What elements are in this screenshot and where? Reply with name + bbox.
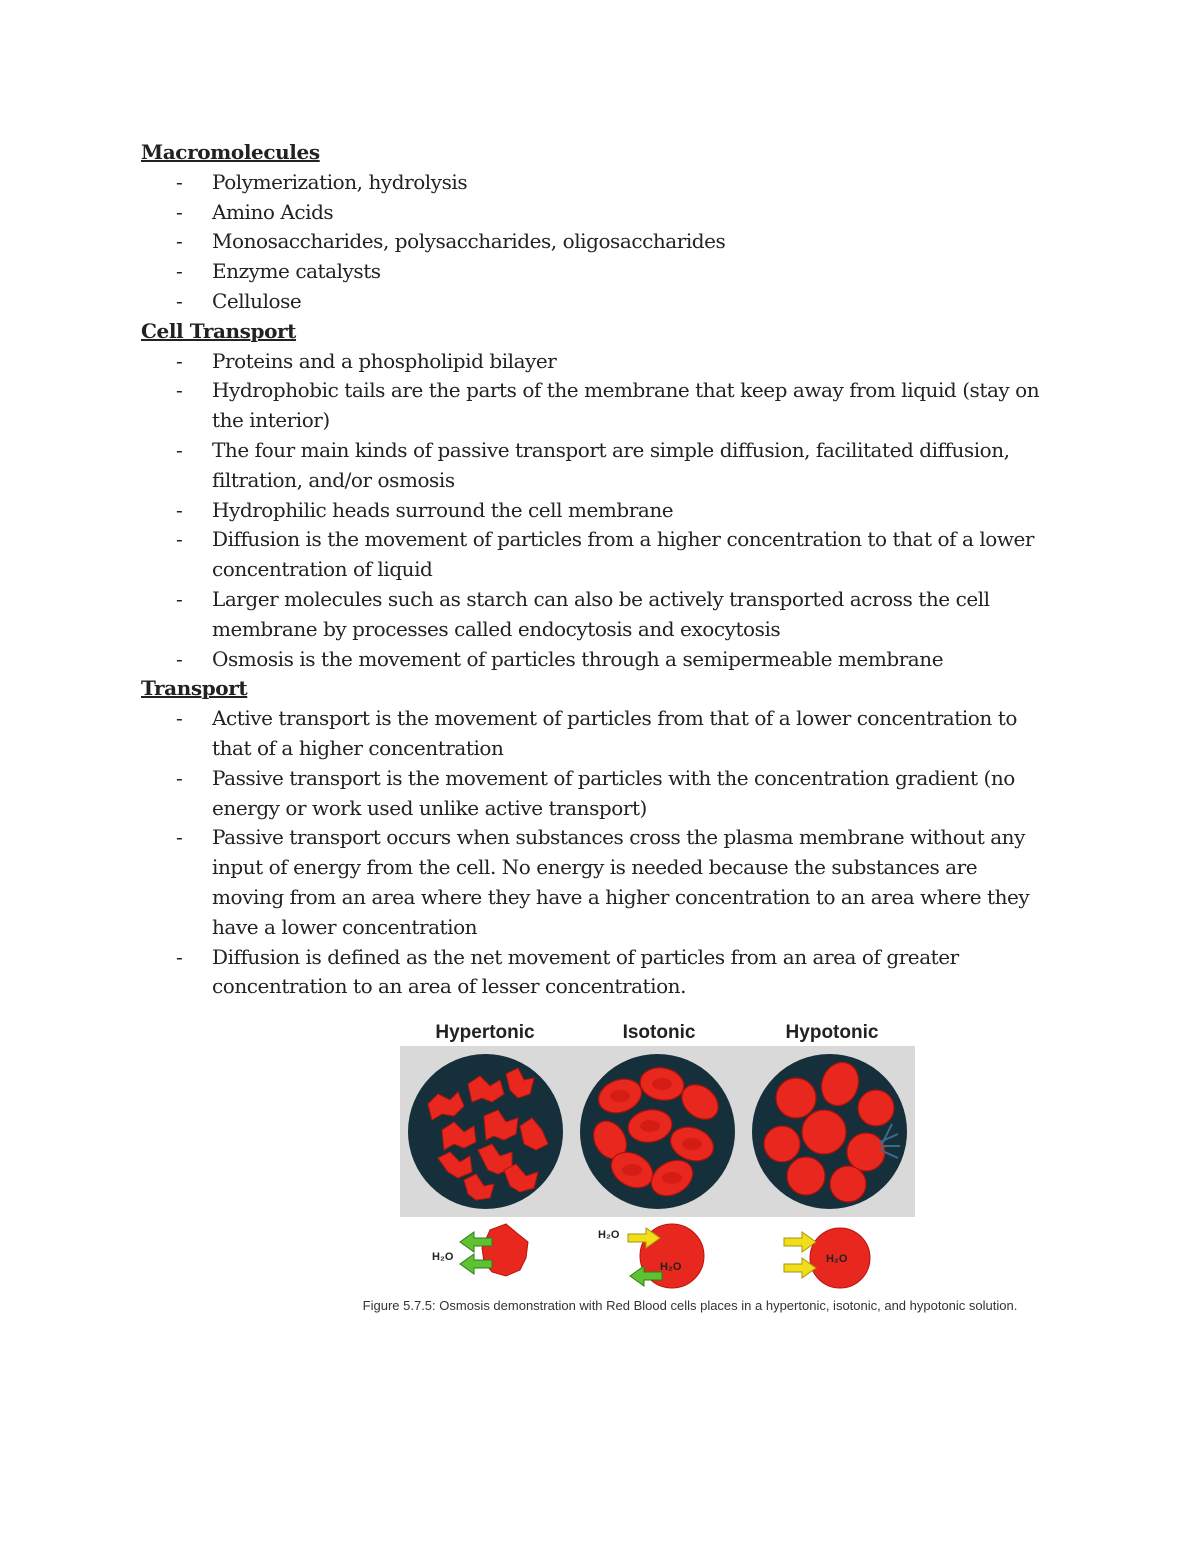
- list-item: [141, 227, 1071, 257]
- hypotonic-cell-diagram: [780, 1218, 880, 1298]
- list-item-text: the interior): [212, 408, 330, 433]
- list-item-text: Osmosis is the movement of particles through a semipermeable membrane: [212, 646, 944, 671]
- list-item: [141, 645, 1071, 675]
- list-item-text: have a lower concentration: [212, 914, 478, 939]
- shrunken-cells-image: [408, 1054, 563, 1209]
- bullet-dash: -: [176, 259, 183, 284]
- list-item: [141, 496, 1071, 526]
- isotonic-dish: [580, 1054, 735, 1209]
- bullet-dash: -: [176, 825, 183, 850]
- list-item-text: energy or work used unlike active transport): [212, 795, 647, 820]
- bullet-list: [141, 347, 1071, 675]
- swollen-cells-image: [752, 1054, 907, 1209]
- list-item-text: Hydrophobic tails are the parts of the membrane that keep away from liquid (stay on: [212, 378, 1040, 403]
- list-item-text: membrane by processes called endocytosis and exocytosis: [212, 616, 781, 641]
- list-item: [141, 585, 1071, 645]
- bullet-dash: -: [176, 169, 183, 194]
- list-item-text: moving from an area where they have a higher concentration to an area where they: [212, 884, 1030, 909]
- hypotonic-dish: [752, 1054, 907, 1209]
- list-item-text: Amino Acids: [212, 199, 334, 224]
- list-item-text: concentration to an area of lesser concentration.: [212, 974, 687, 999]
- list-item: [141, 257, 1071, 287]
- list-item-text: Cellulose: [212, 288, 302, 313]
- bullet-dash: -: [176, 497, 183, 522]
- hypertonic-cell-diagram: [430, 1218, 540, 1288]
- isotonic-cell-diagram: [592, 1218, 712, 1298]
- list-item-text: Hydrophilic heads surround the cell membrane: [212, 497, 674, 522]
- document-body: [141, 138, 1071, 1002]
- list-item-text: Passive transport occurs when substances cross the plasma membrane without any: [212, 825, 1025, 850]
- list-item: [141, 347, 1071, 377]
- hypotonic-label: Hypotonic: [785, 1022, 879, 1043]
- water-label: H₂O: [598, 1229, 620, 1241]
- list-item-text: Diffusion is the movement of particles from a higher concentration to that of a lower: [212, 527, 1035, 552]
- section-heading: Cell Transport: [141, 318, 297, 343]
- section-heading: Transport: [141, 676, 248, 701]
- section-heading: Macromolecules: [141, 140, 320, 164]
- hypertonic-dish: [408, 1054, 563, 1209]
- bullet-list: [141, 168, 1071, 317]
- list-item-text: filtration, and/or osmosis: [212, 467, 455, 492]
- bullet-dash: -: [176, 348, 183, 373]
- list-item: [141, 376, 1071, 436]
- list-item: [141, 943, 1071, 1003]
- bullet-dash: -: [176, 378, 183, 403]
- list-item-text: Polymerization, hydrolysis: [212, 169, 468, 194]
- list-item: [141, 525, 1071, 585]
- list-item-text: Active transport is the movement of particles from that of a lower concentration to: [212, 706, 1017, 731]
- list-item: [141, 704, 1071, 764]
- hypertonic-label: Hypertonic: [435, 1022, 535, 1043]
- list-item: [141, 198, 1071, 228]
- bullet-dash: -: [176, 586, 183, 611]
- bullet-list: [141, 704, 1071, 1002]
- list-item: [141, 168, 1071, 198]
- list-item-text: that of a higher concentration: [212, 735, 504, 760]
- list-item: [141, 287, 1071, 317]
- water-label: H₂O: [660, 1261, 682, 1273]
- bullet-dash: -: [176, 199, 183, 224]
- bullet-dash: -: [176, 646, 183, 671]
- bullet-dash: -: [176, 288, 183, 313]
- list-item-text: Monosaccharides, polysaccharides, oligosaccharides: [212, 229, 726, 254]
- isotonic-label: Isotonic: [622, 1022, 696, 1043]
- list-item-text: Enzyme catalysts: [212, 259, 381, 284]
- osmosis-figure: [310, 1018, 1070, 1323]
- water-label: H₂O: [826, 1253, 848, 1265]
- bullet-dash: -: [176, 527, 183, 552]
- bullet-dash: -: [176, 706, 183, 731]
- list-item-text: The four main kinds of passive transport are simple diffusion, facilitated diffusion,: [212, 437, 1010, 462]
- normal-cells-image: [580, 1054, 735, 1209]
- list-item-text: Diffusion is defined as the net movement of particles from an area of greater: [212, 944, 959, 969]
- bullet-dash: -: [176, 944, 183, 969]
- list-item: [141, 436, 1071, 496]
- list-item: [141, 823, 1071, 942]
- list-item-text: Proteins and a phospholipid bilayer: [212, 348, 557, 373]
- bullet-dash: -: [176, 437, 183, 462]
- water-label: H₂O: [432, 1251, 454, 1263]
- list-item-text: concentration of liquid: [212, 557, 433, 582]
- list-item-text: input of energy from the cell. No energy is needed because the substances are: [212, 855, 978, 880]
- list-item-text: Passive transport is the movement of particles with the concentration gradient (no: [212, 765, 1015, 790]
- bullet-dash: -: [176, 765, 183, 790]
- list-item: [141, 764, 1071, 824]
- list-item-text: Larger molecules such as starch can also be actively transported across the cell: [212, 586, 990, 611]
- cell-dish-panel: [400, 1046, 915, 1217]
- bullet-dash: -: [176, 229, 183, 254]
- figure-caption: Figure 5.7.5: Osmosis demonstration with Red Blood cells places in a hypertonic, isotonic, and hypotonic solution.: [362, 1298, 1018, 1313]
